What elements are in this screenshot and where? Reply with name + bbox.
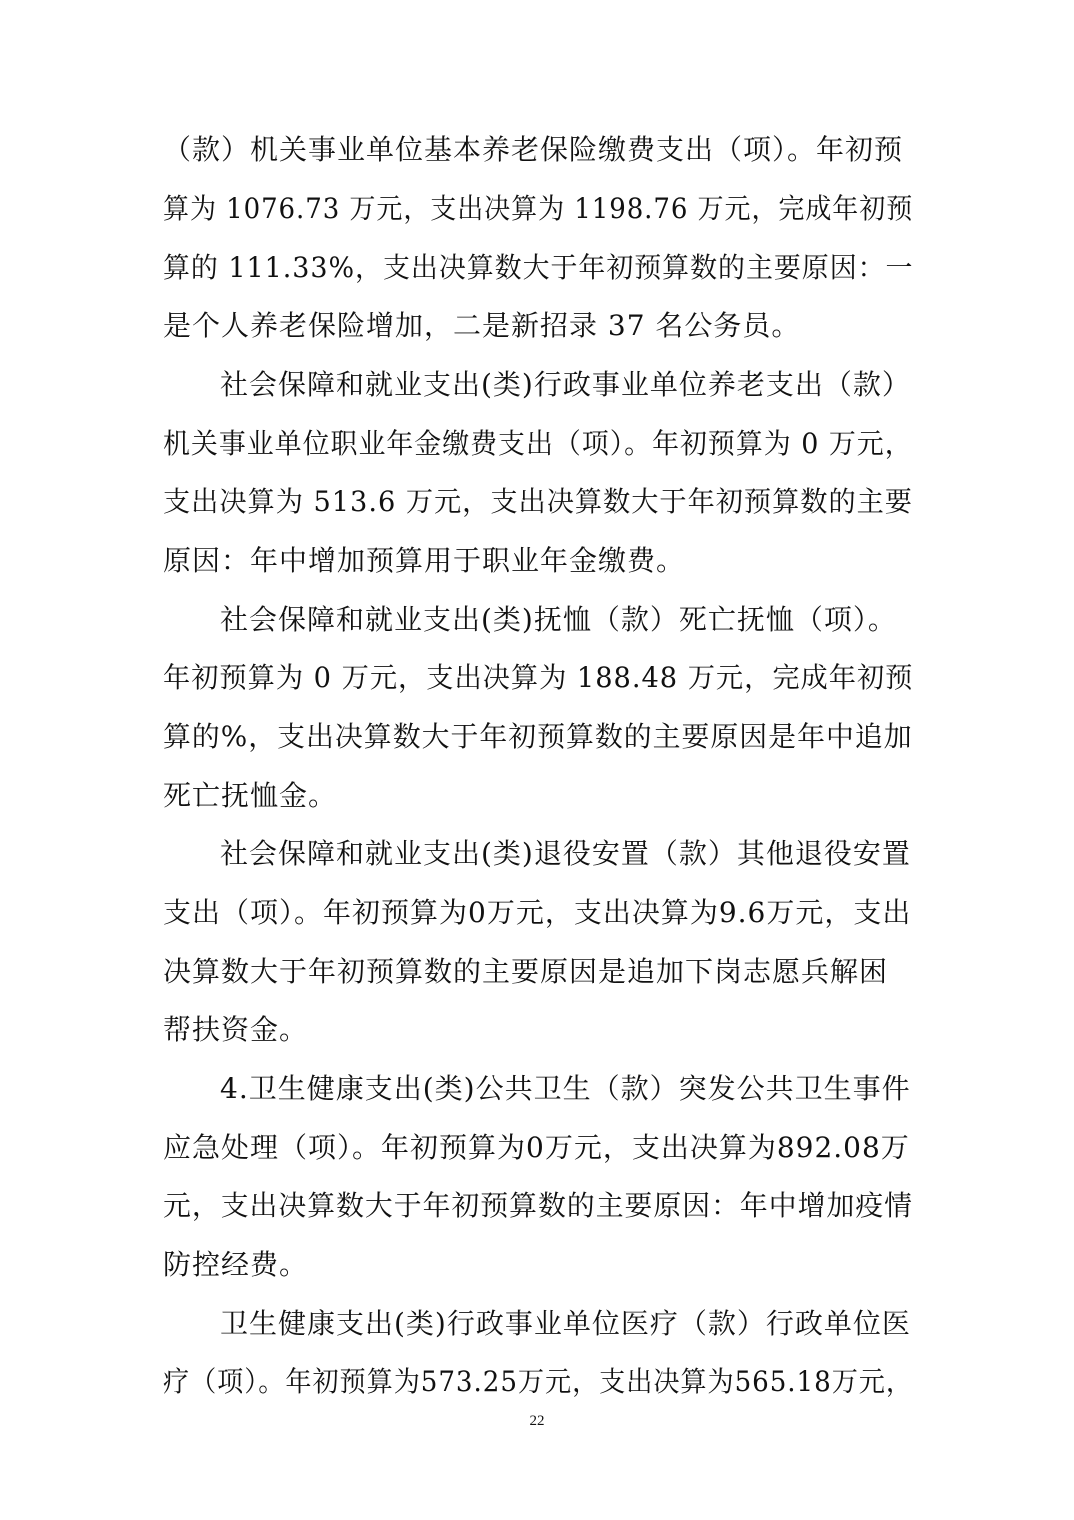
paragraph-3-line-1: 社会保障和就业支出(类)抚恤（款）死亡抚恤（项）。 xyxy=(220,603,897,636)
paragraph-4-line-4: 帮扶资金。 xyxy=(163,1013,309,1046)
paragraph-3-line-2: 年初预算为 0 万元，支出决算为 188.48 万元，完成年初预 xyxy=(163,661,914,694)
paragraph-5-line-2: 应急处理（项）。年初预算为0万元，支出决算为892.08万 xyxy=(163,1131,910,1164)
paragraph-1-line-4: 是个人养老保险增加，二是新招录 37 名公务员。 xyxy=(163,309,801,342)
paragraph-4-line-3: 决算数大于年初预算数的主要原因是追加下岗志愿兵解困 xyxy=(163,955,889,988)
paragraph-5-line-4: 防控经费。 xyxy=(163,1248,309,1281)
paragraph-3-line-4: 死亡抚恤金。 xyxy=(163,779,338,812)
paragraph-4-line-2: 支出（项）。年初预算为0万元，支出决算为9.6万元，支出 xyxy=(163,896,912,929)
paragraph-1-line-2: 算为 1076.73 万元，支出决算为 1198.76 万元，完成年初预 xyxy=(163,192,914,225)
paragraph-6-line-2: 疗（项）。年初预算为573.25万元，支出决算为565.18万元， xyxy=(163,1365,913,1398)
paragraph-2-line-3: 支出决算为 513.6 万元，支出决算数大于年初预算数的主要 xyxy=(163,485,913,518)
paragraph-4-line-1: 社会保障和就业支出(类)退役安置（款）其他退役安置 xyxy=(220,837,911,870)
paragraph-5-line-1: 4.卫生健康支出(类)公共卫生（款）突发公共卫生事件 xyxy=(220,1072,911,1105)
page-number: 22 xyxy=(529,1413,545,1429)
paragraph-6-line-1: 卫生健康支出(类)行政事业单位医疗（款）行政单位医 xyxy=(220,1307,911,1340)
paragraph-3-line-3: 算的%，支出决算数大于年初预算数的主要原因是年中追加 xyxy=(163,720,913,753)
paragraph-5-line-3: 元，支出决算数大于年初预算数的主要原因：年中增加疫情 xyxy=(163,1189,914,1222)
paragraph-2-line-1: 社会保障和就业支出(类)行政事业单位养老支出（款） xyxy=(220,368,911,401)
paragraph-1-line-1: （款）机关事业单位基本养老保险缴费支出（项）。年初预 xyxy=(163,133,904,166)
paragraph-2-line-4: 原因：年中增加预算用于职业年金缴费。 xyxy=(163,544,686,577)
paragraph-1-line-3: 算的 111.33%，支出决算数大于年初预算数的主要原因：一 xyxy=(163,251,914,284)
paragraph-2-line-2: 机关事业单位职业年金缴费支出（项）。年初预算为 0 万元， xyxy=(163,427,913,460)
